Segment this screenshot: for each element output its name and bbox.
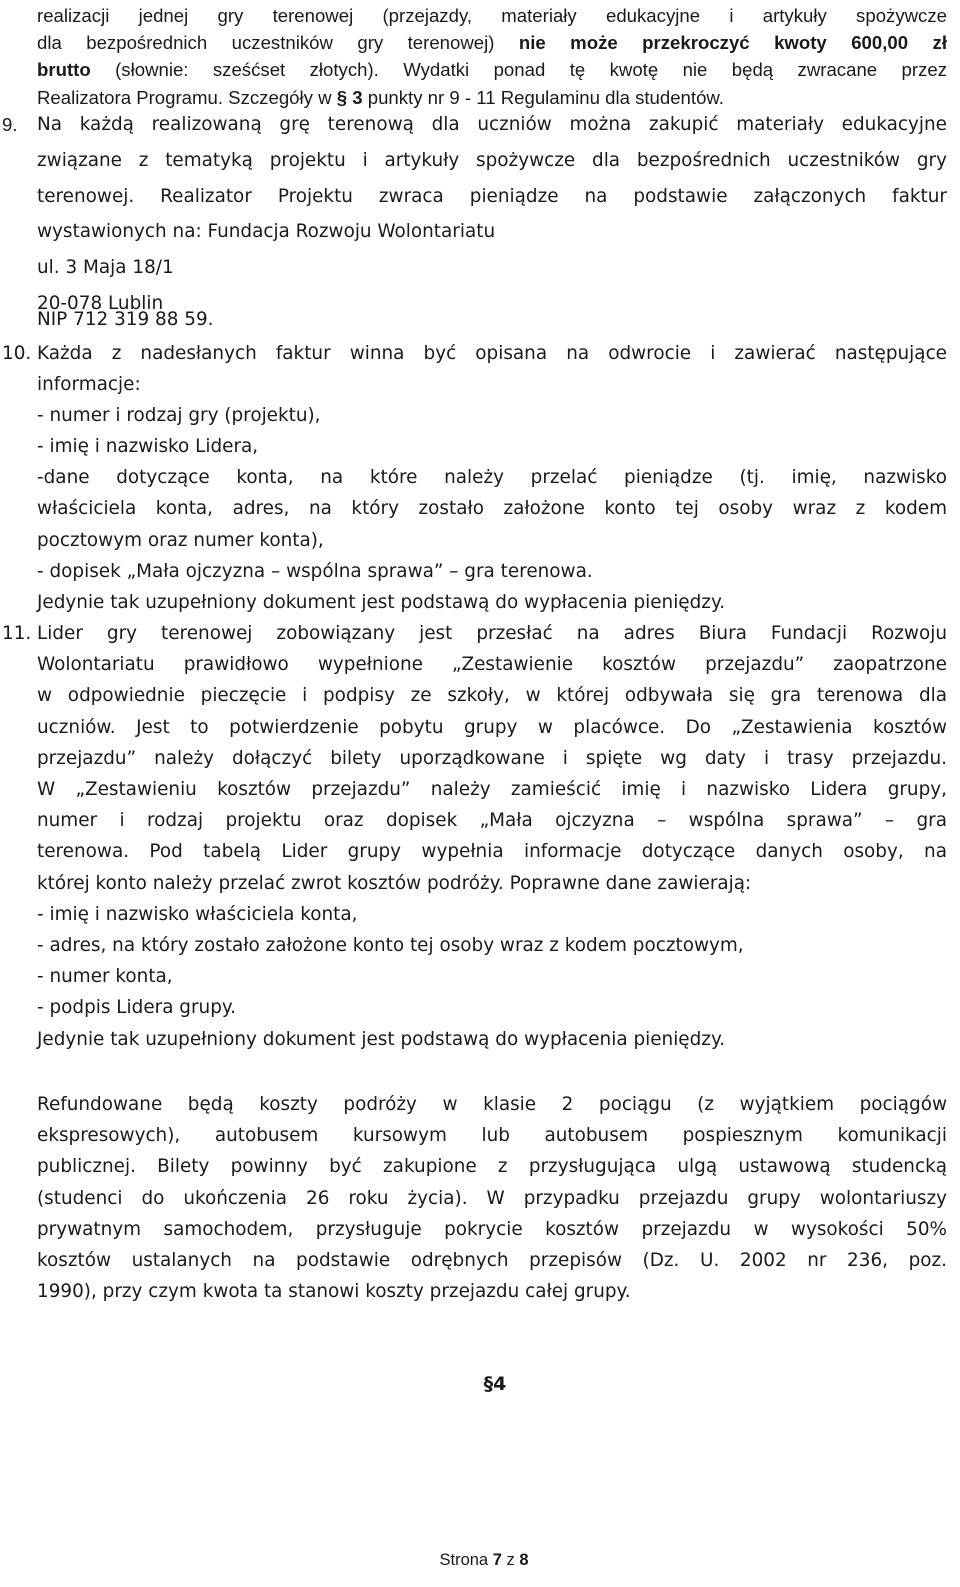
- item-11-line: W „Zestawieniu kosztów przejazdu” należy zamieścić imię i nazwisko Lidera grupy,: [37, 779, 947, 800]
- item-11-line: - numer konta,: [37, 966, 173, 987]
- refund-line: prywatnym samochodem, przysługuje pokrycie kosztów przejazdu w wysokości 50%: [37, 1219, 947, 1240]
- text-line: [37, 56, 947, 84]
- item-10-line: -dane dotyczące konta, na które należy przelać pieniądze (tj. imię, nazwisko: [37, 467, 947, 488]
- page-footer: [0, 1549, 960, 1571]
- item-11-line: Jedynie tak uzupełniony dokument jest podstawą do wypłacenia pieniędzy.: [37, 1029, 726, 1050]
- item-number-11: 11.: [2, 623, 32, 644]
- footer-prefix: Strona: [439, 1551, 493, 1569]
- text-line: [37, 29, 947, 57]
- item-11-line: Wolontariatu prawidłowo wypełnione „Zestawienie kosztów przejazdu” zaopatrzone: [37, 654, 947, 675]
- item-10-line: - numer i rodzaj gry (projektu),: [37, 405, 321, 426]
- item-11-line: której konto należy przelać zwrot kosztów podróży. Poprawne dane zawierają:: [37, 873, 752, 894]
- item-9-line: wystawionych na: Fundacja Rozwoju Wolontariatu: [37, 221, 496, 242]
- item-number-9: 9.: [2, 114, 18, 135]
- item-9-line: terenowej. Realizator Projektu zwraca pieniądze na podstawie załączonych faktur: [37, 186, 947, 207]
- bold-amount: nie może przekroczyć kwoty 600,00 zł: [494, 32, 947, 53]
- refund-line: 1990), przy czym kwota ta stanowi koszty przejazdu całej grupy.: [37, 1281, 631, 1302]
- item-9-line: Na każdą realizowaną grę terenową dla uczniów można zakupić materiały edukacyjne: [37, 114, 947, 135]
- item-10-line: Każda z nadesłanych faktur winna być opisana na odwrocie i zawierać następujące: [37, 343, 947, 364]
- item-11-line: uczniów. Jest to potwierdzenie pobytu grupy w placówce. Do „Zestawienia kosztów: [37, 717, 947, 738]
- address-street: ul. 3 Maja 18/1: [37, 257, 174, 278]
- item-10-line: pocztowym oraz numer konta),: [37, 530, 324, 551]
- item-11-line: numer i rodzaj projektu oraz dopisek „Mała ojczyzna – wspólna sprawa” – gra: [37, 810, 947, 831]
- item-11-line: - imię i nazwisko właściciela konta,: [37, 904, 358, 925]
- section-heading: §4: [483, 1373, 507, 1395]
- text-span: punkty nr 9 - 11 Regulaminu dla studentów.: [362, 87, 724, 108]
- text-span: Realizatora Programu. Szczegóły w: [37, 87, 337, 108]
- item-11-line: terenowa. Pod tabelą Lider grupy wypełnia informacje dotyczące danych osoby, na: [37, 841, 947, 862]
- item-11-line: w odpowiednie pieczęcie i podpisy ze szkoły, w której odbywała się gra terenowa dla: [37, 685, 947, 706]
- refund-line: Refundowane będą koszty podróży w klasie 2 pociągu (z wyjątkiem pociągów: [37, 1094, 947, 1115]
- item-10-line: - dopisek „Mała ojczyzna – wspólna sprawa” – gra terenowa.: [37, 561, 593, 582]
- item-9-line: związane z tematyką projektu i artykuły spożywcze dla bezpośrednich uczestników gry: [37, 150, 947, 171]
- address-nip: NIP 712 319 88 59.: [37, 309, 214, 330]
- text-span: realizacji jednej gry terenowej (przejazdy, materiały edukacyjne i artykuły spożywcze: [37, 5, 947, 26]
- footer-page-number: 7: [492, 1551, 502, 1569]
- text-span: dla bezpośrednich uczestników gry terenowej): [37, 32, 495, 53]
- item-11-line: Lider gry terenowej zobowiązany jest przesłać na adres Biura Fundacji Rozwoju: [37, 623, 947, 644]
- address-city: 20-078 Lublin: [37, 293, 164, 314]
- text-line: [37, 84, 947, 112]
- item-10-line: Jedynie tak uzupełniony dokument jest podstawą do wypłacenia pieniędzy.: [37, 592, 726, 613]
- refund-line: ekspresowych), autobusem kursowym lub autobusem pospiesznym komunikacji: [37, 1125, 947, 1146]
- bold-brutto: brutto: [37, 59, 91, 80]
- footer-separator: z: [501, 1551, 520, 1569]
- item-number-10: 10.: [2, 343, 32, 364]
- item-11-line: - adres, na który zostało założone konto tej osoby wraz z kodem pocztowym,: [37, 935, 744, 956]
- text-line: [37, 2, 947, 30]
- item-11-line: przejazdu” należy dołączyć bilety uporządkowane i spięte wg daty i trasy przejazdu.: [37, 748, 947, 769]
- item-11-line: - podpis Lidera grupy.: [37, 997, 236, 1018]
- section-ref: § 3: [336, 87, 363, 108]
- item-10-line: - imię i nazwisko Lidera,: [37, 436, 259, 457]
- item-10-line: właściciela konta, adres, na który zostało założone konto tej osoby wraz z kodem: [37, 498, 947, 519]
- refund-line: publicznej. Bilety powinny być zakupione z przysługująca ulgą ustawową studencką: [37, 1156, 947, 1177]
- refund-line: kosztów ustalanych na podstawie odrębnych przepisów (Dz. U. 2002 nr 236, poz.: [37, 1250, 947, 1271]
- refund-line: (studenci do ukończenia 26 roku życia). W przypadku przejazdu grupy wolontariuszy: [37, 1188, 947, 1209]
- footer-page-total: 8: [519, 1551, 529, 1569]
- text-span: (słownie: sześćset złotych). Wydatki ponad tę kwotę nie będą zwracane przez: [90, 59, 947, 80]
- item-10-line: informacje:: [37, 374, 141, 395]
